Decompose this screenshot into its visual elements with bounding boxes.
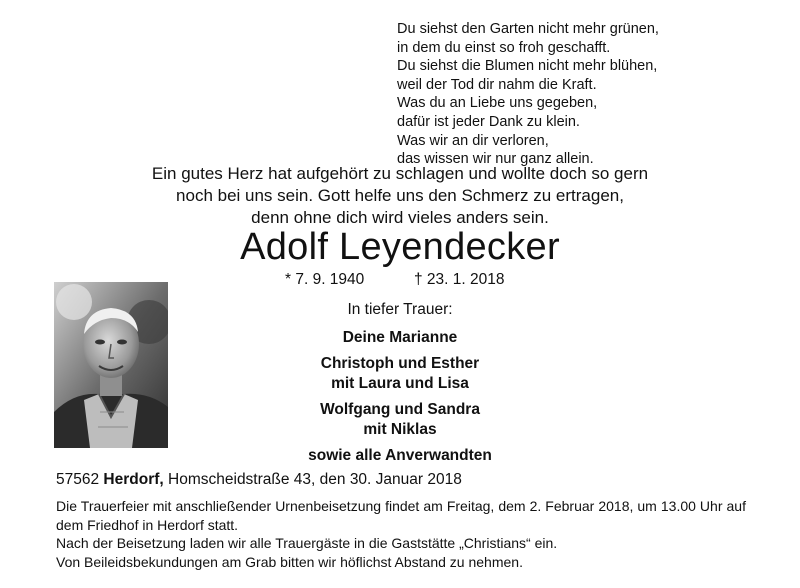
birth-date: * 7. 9. 1940	[285, 271, 365, 288]
notice-paragraph: Die Trauerfeier mit anschließender Urnenbeisetzung findet am Freitag, dem 2. Februar 2018, um 13.00 Uhr auf dem Friedhof in Herdorf statt.	[56, 498, 746, 533]
notice-paragraph: Nach der Beisetzung laden wir alle Trauergäste in die Gaststätte „Christians“ ein.	[56, 535, 558, 552]
funeral-notice	[56, 497, 746, 571]
poem-line: Was wir an dir verloren,	[397, 132, 549, 149]
portrait-photo	[54, 282, 168, 448]
poem-line: dafür ist jeder Dank zu klein.	[397, 113, 580, 130]
poem-line: Was du an Liebe uns gegeben,	[397, 95, 598, 112]
mourner-line: sowie alle Anverwandten	[308, 447, 492, 464]
city: Herdorf,	[103, 471, 164, 488]
poem-line: in dem du einst so froh geschafft.	[397, 39, 611, 56]
mourner-line: mit Laura und Lisa	[331, 375, 469, 392]
notice-paragraph: Von Beileidsbekundungen am Grab bitten wir höflichst Abstand zu nehmen.	[56, 553, 523, 570]
mourning-heading: In tiefer Trauer:	[347, 301, 453, 318]
intro-line: denn ohne dich wird vieles anders sein.	[251, 208, 549, 227]
mourner-line: Christoph und Esther	[320, 355, 480, 372]
intro-text	[0, 163, 800, 229]
portrait-illustration	[54, 282, 168, 448]
mourners-block	[230, 300, 570, 466]
poem-line: Du siehst die Blumen nicht mehr blühen,	[397, 58, 658, 75]
poem-line: das wissen wir nur ganz allein.	[397, 151, 594, 168]
mourner-line: mit Niklas	[363, 421, 437, 438]
intro-line: noch bei uns sein. Gott helfe uns den Schmerz zu ertragen,	[176, 186, 624, 205]
address-line	[56, 471, 462, 489]
mourner-line: Deine Marianne	[342, 329, 458, 346]
poem-line: weil der Tod dir nahm die Kraft.	[397, 76, 597, 93]
poem	[397, 20, 659, 169]
street-and-date: Homscheidstraße 43, den 30. Januar 2018	[168, 471, 462, 488]
postal-code: 57562	[56, 471, 100, 488]
poem-line: Du siehst den Garten nicht mehr grünen,	[397, 21, 659, 37]
deceased-name: Adolf Leyendecker	[240, 226, 560, 268]
intro-line: Ein gutes Herz hat aufgehört zu schlagen und wollte doch so gern	[151, 164, 649, 183]
mourner-line: Wolfgang und Sandra	[320, 401, 480, 418]
death-date: † 23. 1. 2018	[414, 271, 505, 288]
